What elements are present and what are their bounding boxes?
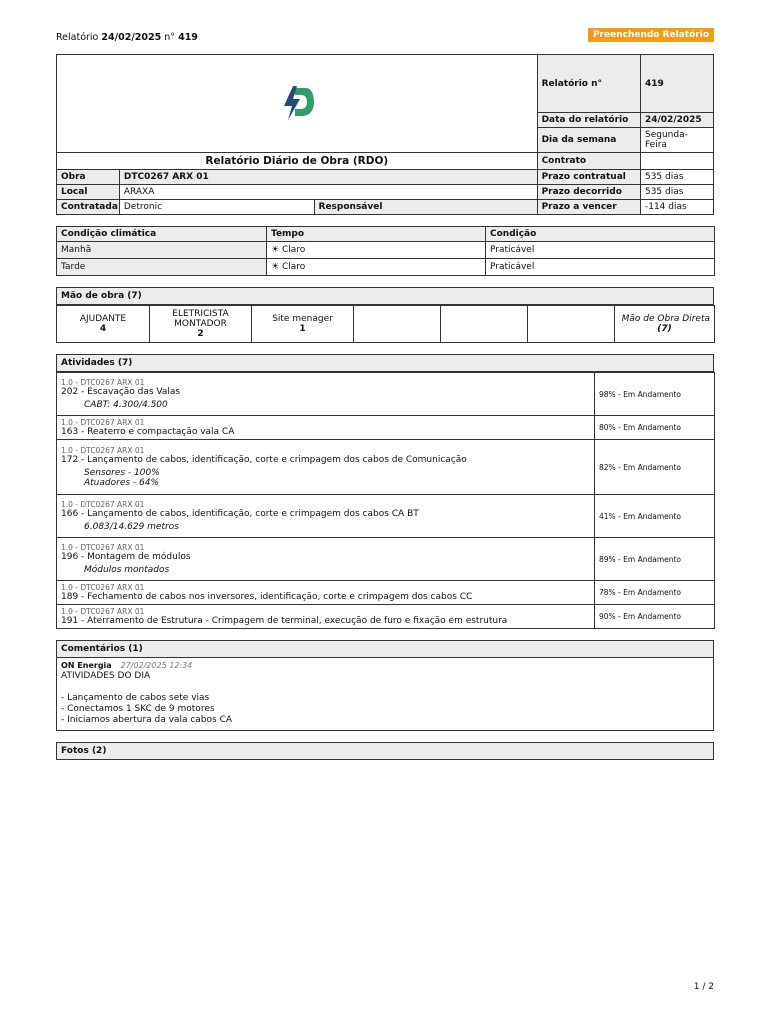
labor-item [57,306,150,343]
elapsed-term-value: 535 dias [640,185,713,200]
comment-line: ATIVIDADES DO DIA [61,671,151,681]
activities-title: Atividades (7) [56,354,714,372]
report-heading-number-prefix: n° [164,32,176,43]
activity-code: 1.0 - DTC0267 ARX 01 [61,500,145,509]
local-label: Local [57,185,120,200]
activity-code: 1.0 - DTC0267 ARX 01 [61,418,145,427]
labor-role: ELETRICISTA MONTADOR [172,309,229,329]
labor-count: 1 [299,324,306,334]
comment-timestamp: 27/02/2025 12:34 [120,661,193,670]
activity-note: CABT: 4.300/4.500 [84,400,168,410]
weather-tempo-text: Claro [281,262,306,272]
activity-name: 202 - Escavação das Valas [61,387,181,397]
report-date-value: 24/02/2025 [640,113,713,128]
sun-icon: ☀ [271,245,280,255]
activity-row [57,416,715,440]
activities-section [56,354,714,629]
labor-empty-cell [354,306,441,343]
weather-header: Condição [486,227,715,242]
activity-row [57,605,715,629]
weather-period: Manhã [57,242,267,259]
activity-row [57,581,715,605]
contract-value [640,153,713,170]
obra-label: Obra [57,170,120,185]
contratada-value: Detronic [119,200,314,215]
labor-count: 4 [99,324,107,334]
sun-icon: ☀ [271,262,280,272]
activity-name: 191 - Aterramento de Estrutura - Crimpagem de terminal, execução de furo e fixação em estrutura [61,616,508,626]
rdo-title: Relatório Diário de Obra (RDO) [57,153,538,170]
info-label: Relatório n° [537,55,640,113]
activity-code: 1.0 - DTC0267 ARX 01 [61,583,145,592]
comment-line: - Lançamento de cabos sete vias [61,693,210,703]
weather-tempo [267,259,486,276]
labor-item [150,306,252,343]
comment-line: - Conectamos 1 SKC de 9 motores [61,704,215,714]
activities-table [56,372,715,629]
comment-line: - Iniciamos abertura da vala cabos CA [61,715,233,725]
report-heading [56,32,198,43]
activity-code: 1.0 - DTC0267 ARX 01 [61,446,145,455]
info-label: Dia da semana [537,128,640,153]
activity-row [57,495,715,538]
labor-direct-label: Mão de Obra Direta [621,314,710,324]
activity-progress: 78% - Em Andamento [595,581,715,605]
activity-note: Módulos montados [84,565,170,575]
weekday-value: Segunda-Feira [640,128,713,153]
comment-item [56,658,714,731]
remaining-term-value: -114 dias [640,200,713,215]
report-header-line [56,28,714,48]
activity-name: 166 - Lançamento de cabos, identificação, corte e crimpagem dos cabos CA BT [61,509,419,519]
weather-header: Tempo [267,227,486,242]
activity-progress: 98% - Em Andamento [595,373,715,416]
comments-section [56,640,714,731]
page-number: 1 / 2 [693,982,714,992]
labor-role: AJUDANTE [79,314,127,324]
contract-term-value: 535 dias [640,170,713,185]
info-label: Prazo contratual [537,170,640,185]
activity-row [57,440,715,495]
labor-item [252,306,354,343]
info-label: Prazo decorrido [537,185,640,200]
responsavel-label [314,200,537,215]
labor-empty-cell [528,306,615,343]
labor-section [56,287,714,343]
weather-tempo [267,242,486,259]
info-label: Contrato [537,153,640,170]
contratada-label: Contratada [57,200,120,215]
activity-progress: 89% - Em Andamento [595,538,715,581]
labor-direct-total [615,306,715,343]
info-label: Prazo a vencer [537,200,640,215]
activity-name: 172 - Lançamento de cabos, identificação, corte e crimpagem dos cabos de Comunicação [61,455,467,465]
activity-progress: 82% - Em Andamento [595,440,715,495]
responsavel-label-text: Responsável [318,202,383,212]
activity-note: Atuadores - 64% [84,478,160,488]
activity-note: Sensores - 100% [84,468,160,478]
report-info-table [56,54,714,215]
weather-period: Tarde [57,259,267,276]
photos-section [56,742,714,760]
activity-row [57,373,715,416]
report-number-value: 419 [640,55,713,113]
comments-title: Comentários (1) [56,640,714,658]
activity-code: 1.0 - DTC0267 ARX 01 [61,543,145,552]
activity-name: 196 - Montagem de módulos [61,552,191,562]
weather-header: Condição climática [57,227,267,242]
report-heading-number: 419 [178,32,198,43]
activity-progress: 90% - Em Andamento [595,605,715,629]
comment-line [61,682,709,693]
labor-empty-cell [441,306,528,343]
activity-progress: 80% - Em Andamento [595,416,715,440]
local-value: ARAXA [119,185,537,200]
activity-name: 163 - Reaterro e compactação vala CA [61,427,235,437]
company-logo [280,82,314,122]
labor-title: Mão de obra (7) [56,287,714,305]
weather-condicao: Praticável [486,242,715,259]
report-page [56,28,714,760]
activity-name: 189 - Fechamento de cabos nos inversores, identificação, corte e crimpagem dos cabos CC [61,592,473,602]
activity-code: 1.0 - DTC0267 ARX 01 [61,378,145,387]
activity-code: 1.0 - DTC0267 ARX 01 [61,607,145,616]
obra-value: DTC0267 ARX 01 [119,170,537,185]
weather-condicao: Praticável [486,259,715,276]
company-logo-cell [57,55,538,153]
weather-table [56,226,715,276]
labor-table [56,305,715,343]
labor-role: Site menager [272,314,333,324]
info-label: Data do relatório [537,113,640,128]
photos-title: Fotos (2) [56,742,714,760]
activity-note: 6.083/14.629 metros [84,522,179,532]
labor-direct-count: (7) [657,324,672,334]
status-badge: Preenchendo Relatório [588,28,714,42]
activity-row [57,538,715,581]
activity-progress: 41% - Em Andamento [595,495,715,538]
labor-count: 2 [197,329,204,339]
report-heading-date: 24/02/2025 [101,32,162,43]
weather-tempo-text: Claro [281,245,306,255]
comment-author: ON Energia [61,661,112,670]
report-heading-prefix: Relatório [56,32,99,43]
